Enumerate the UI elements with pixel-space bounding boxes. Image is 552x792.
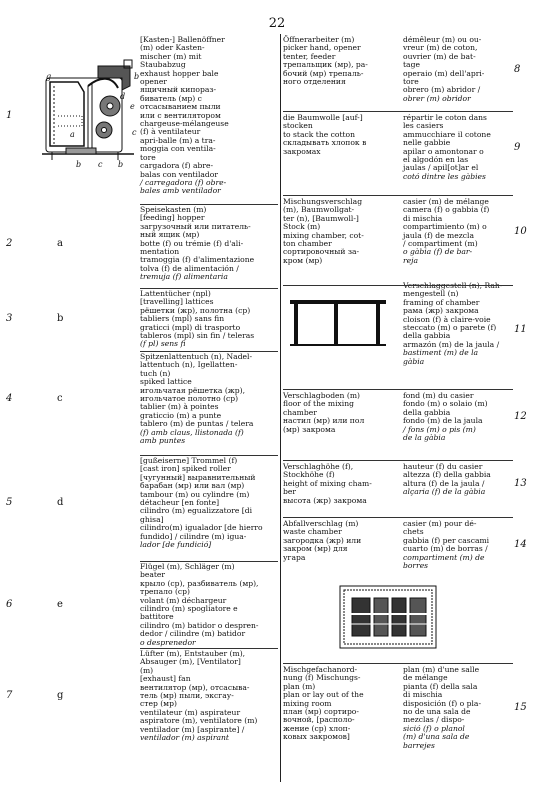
entry-line: (f) à ventilateur — [140, 127, 201, 137]
entry-line: mezclas / dispo- — [403, 715, 465, 725]
entry-line: plan (m) — [283, 681, 316, 691]
entry-line: mixing chamber, cot- — [283, 230, 364, 240]
entry-line: picker hand, opener — [283, 43, 361, 53]
entry-line: détacheur [en fonte] — [140, 498, 220, 508]
figure-label-b-bottom-right: b — [118, 160, 124, 169]
mixing-room-plan-illustration — [338, 584, 438, 650]
entry-line: cargadora (f) abre- — [140, 161, 214, 171]
entry-line: gàbia — [403, 356, 425, 366]
entry-line: ventilador (m) [aspirante] / — [140, 724, 245, 734]
entry-number: 14 — [514, 539, 527, 551]
figure-letter: g — [57, 690, 64, 702]
entry-line: obrero (m) abridor / — [403, 85, 481, 95]
entry-line: (m), Baumwollgat- — [283, 205, 355, 215]
entry-line: disposición (f) o pla- — [403, 698, 482, 708]
figure-label-d: d — [120, 92, 126, 101]
page-number: 22 — [268, 16, 286, 31]
entry-separator — [283, 285, 513, 286]
right-entry-12 — [403, 392, 515, 442]
entry-line: (f pl) sens fi — [140, 339, 186, 349]
entry-line: della gabbia — [403, 331, 451, 341]
figure-label-a: a — [70, 130, 75, 139]
figure-label-g: g — [46, 72, 52, 81]
entry-line: Öffnerarbeiter (m) — [283, 35, 355, 44]
entry-line: mixing room — [283, 698, 332, 708]
entry-separator — [140, 288, 278, 289]
entry-line: ghisa] — [140, 514, 164, 524]
entry-line: загрузочный или питатель- — [140, 221, 251, 231]
entry-line: botte (f) ou trémie (f) d'ali- — [140, 238, 244, 248]
figure-letter: d — [57, 497, 64, 509]
entry-line: della gabbia — [403, 407, 451, 417]
mid-entry-14 — [283, 520, 401, 562]
entry-line: steccato (m) o parete (f) — [403, 323, 497, 333]
entry-line: di mischia — [403, 213, 443, 223]
entry-line: игольчатая рёшетка (жр), — [140, 385, 246, 395]
mid-entry-9 — [283, 114, 401, 156]
entry-line: ammucchiare il cotone — [403, 129, 491, 139]
entry-line: ковых закромов] — [283, 732, 350, 742]
entry-line: (m) d'una sala de — [403, 732, 470, 742]
entry-line: aspiratore (m), ventilatore (m) — [140, 716, 258, 726]
entry-line: fond (m) du casier — [403, 391, 474, 400]
entry-separator — [140, 561, 278, 562]
entry-line: ouvrier (m) de bat- — [403, 51, 476, 61]
entry-number: 7 — [6, 690, 13, 702]
entry-line: / fons (m) o pis (m) — [403, 424, 476, 434]
entry-line: крыло (ср), разбиватель (мр), — [140, 578, 259, 588]
entry-line: balas con ventilador — [140, 169, 218, 179]
entry-line: вочной, [располо- — [283, 715, 355, 725]
entry-line: dedor / cilindre (m) batidor — [140, 629, 246, 639]
entry-line: operaio (m) dell'apri- — [403, 68, 485, 78]
entry-line: graticcio (m) a punte — [140, 410, 222, 420]
entry-line: répartir le coton dans — [403, 113, 487, 122]
entry-line: tremuja (f) alimentaria — [140, 272, 228, 282]
entry-line: игольчатое полотно (ср) — [140, 394, 239, 404]
entry-line: borres — [403, 561, 429, 571]
entry-line: el algodón en las — [403, 155, 469, 165]
entry-number: 5 — [6, 497, 13, 509]
entry-line: tambour (m) ou cylindre (m) — [140, 489, 250, 499]
entry-line: battitore — [140, 612, 174, 622]
entry-line: pianta (f) della sala — [403, 681, 478, 691]
entry-line: cloison (f) à claire-voie — [403, 314, 491, 324]
figure-letter: e — [57, 599, 63, 610]
entry-line: cotó dintre les gàbies — [403, 171, 486, 181]
entry-line: кром (мр) — [283, 255, 323, 265]
entry-line: chets — [403, 527, 424, 537]
entry-line: gabbia (f) per cascami — [403, 535, 490, 545]
entry-separator — [140, 648, 278, 649]
left-entry-6 — [140, 563, 340, 647]
entry-line: биватель (мр) с — [140, 93, 202, 103]
entry-line: [exhaust] fan — [140, 674, 191, 684]
entry-line: no de una sala de — [403, 707, 471, 717]
figure-letter: b — [57, 313, 64, 325]
entry-line: jaula (f) de mezcla — [403, 230, 474, 240]
entry-line: [чугунный] выравнительный — [140, 472, 256, 482]
entry-line: compartimiento (m) o — [403, 222, 487, 232]
entry-line: armazón (m) de la jaula / — [403, 339, 500, 349]
entry-line: Verschlaghöhe (f), — [283, 462, 354, 471]
entry-line: nelle gabbie — [403, 138, 451, 148]
entry-separator — [283, 195, 513, 196]
entry-line: барабан (мр) или вал (мр) — [140, 481, 245, 491]
entry-line: tolva (f) de alimentación / — [140, 263, 239, 273]
entry-line: [Kasten-] Ballenöffner — [140, 35, 225, 44]
entry-line: sició (f) o planol — [403, 723, 465, 733]
entry-line: Stock (m) — [283, 222, 321, 232]
entry-line: plan (m) d'une salle — [403, 665, 480, 674]
entry-line: [cast iron] spiked roller — [140, 464, 231, 474]
entry-line: bales amb ventilador — [140, 186, 221, 196]
entry-line: reja — [403, 255, 419, 265]
entry-line: altezza (f) della gabbia — [403, 470, 491, 480]
entry-line: de la gàbia — [403, 433, 446, 443]
entry-line: stocken — [283, 121, 313, 131]
entry-separator — [283, 460, 513, 461]
entry-number: 12 — [514, 411, 527, 423]
entry-line: ящичный кипораз- — [140, 85, 217, 95]
entry-line: amb puntes — [140, 436, 186, 446]
entry-line: Speisekasten (m) — [140, 205, 207, 214]
entry-line: alçaria (f) de la gàbia — [403, 487, 486, 497]
entry-line: chargeuse-mélangeuse — [140, 119, 229, 129]
entry-line: height of mixing cham- — [283, 478, 372, 488]
entry-number: 10 — [514, 225, 527, 237]
entry-line: tore — [140, 152, 156, 162]
mid-entry-13 — [283, 463, 401, 505]
entry-line: les casiers — [403, 121, 444, 131]
entry-line: barrejes — [403, 740, 435, 750]
entry-line: casier (m) de mélange — [403, 197, 489, 206]
entry-line: graticci (mpl) di trasporto — [140, 322, 241, 332]
entry-line: bastiment (m) de la — [403, 348, 479, 358]
entry-separator — [283, 663, 513, 664]
entry-number: 13 — [514, 478, 527, 489]
entry-line: ton chamber — [283, 239, 332, 249]
entry-line: beater — [140, 570, 166, 580]
entry-separator — [140, 455, 278, 456]
right-entry-13 — [403, 463, 515, 497]
entry-line: cilindro (m) spogliatore e — [140, 604, 238, 614]
entry-line: démêleur (m) ou ou- — [403, 35, 482, 44]
entry-line: настил (мр) или пол — [283, 416, 365, 426]
entry-line: hauteur (f) du casier — [403, 462, 483, 471]
entry-line: ventilateur (m) aspirateur — [140, 707, 241, 717]
entry-line: cilindro(m) igualador [de hierro — [140, 523, 263, 533]
right-entry-11 — [403, 282, 515, 366]
entry-line: ter (n), [Baumwoll-] — [283, 213, 359, 223]
entry-line: (мр) закрома — [283, 424, 336, 434]
entry-line: бочий (мр) трепаль- — [283, 68, 364, 78]
entry-line: жение (ср) хлоп- — [283, 723, 351, 733]
entry-line: nung (f) Mischungs- — [283, 673, 361, 683]
entry-line: lador [de fundició] — [140, 540, 212, 550]
right-entry-8 — [403, 36, 515, 103]
entry-line: / compartiment (m) — [403, 239, 478, 249]
entry-line: plan or lay out of the — [283, 690, 364, 700]
entry-line: apri-balle (m) a tra- — [140, 135, 216, 145]
entry-line: высота (жр) закрома — [283, 495, 367, 505]
entry-line: закром (мр) для — [283, 544, 348, 554]
entry-number: 15 — [514, 702, 527, 713]
entry-line: tabliers (mpl) sans fin — [140, 314, 225, 324]
entry-number: 1 — [6, 109, 13, 121]
entry-line: cilindro (m) batidor o despren- — [140, 620, 259, 630]
mid-entry-10 — [283, 198, 401, 265]
entry-line: moggia con ventila- — [140, 144, 216, 154]
entry-line: стер (мр) — [140, 699, 177, 709]
entry-line: volant (m) déchargeur — [140, 595, 227, 605]
entry-line: сортировочный за- — [283, 247, 360, 257]
entry-line: tage — [403, 60, 420, 70]
entry-line: Mischgefachanord- — [283, 665, 358, 674]
entry-line: отсасыванием пыли — [140, 102, 221, 112]
entry-line: die Baumwolle [auf-] — [283, 113, 363, 122]
figure-letter: c — [57, 393, 63, 405]
entry-line: ber — [283, 487, 296, 497]
entry-number: 2 — [6, 237, 13, 249]
figure-label-e: e — [130, 102, 135, 111]
figure-label-b-bottom: b — [76, 160, 82, 169]
entry-line: mengestell (n) — [403, 289, 459, 299]
entry-line: закромах — [283, 146, 321, 156]
entry-line: compartiment (m) de — [403, 552, 485, 562]
entry-line: cuarto (m) de borras / — [403, 544, 488, 554]
entry-line: casier (m) pour dé- — [403, 519, 477, 528]
entry-line: складывать хлопок в — [283, 138, 367, 148]
entry-line: Stockhöhe (f) — [283, 470, 335, 480]
entry-line: exhaust hopper bale — [140, 68, 219, 78]
entry-line: tuch (n) — [140, 368, 171, 378]
entry-line: трепало (ср) — [140, 587, 190, 597]
entry-line: altura (f) de la jaula / — [403, 478, 485, 488]
entry-line: o desprenedor — [140, 637, 196, 647]
entry-line: ный ящик (мр) — [140, 230, 200, 240]
entry-line: Verschlagboden (m) — [283, 391, 360, 400]
entry-number: 3 — [6, 313, 13, 325]
entry-line: (f) amb claus, llistonada (f) — [140, 427, 244, 437]
entry-number: 8 — [514, 63, 521, 75]
left-entry-3 — [140, 290, 340, 349]
entry-line: загородка (жр) или — [283, 535, 362, 545]
entry-line: o gàbia (f) de bar- — [403, 247, 473, 257]
entry-number: 9 — [514, 141, 521, 153]
mid-entry-15 — [283, 666, 401, 742]
hopper-bale-opener-illustration — [38, 56, 140, 168]
entry-line: Flügel (m), Schläger (m) — [140, 562, 235, 571]
right-entry-14 — [403, 520, 515, 570]
mid-entry-12 — [283, 392, 401, 434]
figure-letter: a — [57, 237, 63, 249]
entry-line: vreur (m) de coton, — [403, 43, 478, 53]
entry-line: mentation — [140, 247, 180, 257]
entry-line: jaulas / apil[ot]ar el — [403, 163, 479, 173]
entry-line: tablier (m) à pointes — [140, 402, 219, 412]
entry-line: opener — [140, 77, 167, 87]
entry-number: 6 — [6, 599, 13, 610]
entry-line: floor of the mixing — [283, 399, 354, 409]
entry-line: тель (мр) пыли, эксгау- — [140, 691, 234, 701]
entry-line: fondo (m) o solaio (m) — [403, 399, 488, 409]
entry-line: Mischungsverschlag — [283, 197, 363, 206]
entry-line: ventilador (m) aspirant — [140, 733, 229, 743]
entry-line: Absauger (m), [Ventilator] — [140, 657, 241, 667]
entry-line: framing of chamber — [403, 297, 480, 307]
entry-line: [feeding] hopper — [140, 213, 205, 223]
entry-line: план (мр) сортиро- — [283, 707, 359, 717]
entry-separator — [140, 204, 278, 205]
entry-line: трепальщик (мр), ра- — [283, 60, 368, 70]
entry-line: waste chamber — [283, 527, 342, 537]
mid-entry-8 — [283, 36, 401, 86]
entry-line: вентилятор (мр), отсасыва- — [140, 682, 250, 692]
entry-separator — [283, 517, 513, 518]
entry-line: угара — [283, 552, 306, 562]
entry-line: chamber — [283, 407, 317, 417]
entry-line: [travelling] lattices — [140, 297, 214, 307]
figure-label-c: c — [132, 128, 137, 137]
entry-line: рёшетки (жр), полотна (ср) — [140, 305, 251, 315]
right-entry-15 — [403, 666, 515, 750]
right-entry-10 — [403, 198, 515, 265]
entry-line: fondo (m) de la jaula — [403, 416, 483, 426]
entry-line: (m) oder Kasten- — [140, 43, 205, 53]
entry-line: mischer (m) mit — [140, 51, 202, 61]
entry-separator — [283, 111, 513, 112]
entry-line: lattentuch (n), Igellatten- — [140, 360, 238, 370]
entry-separator — [140, 351, 278, 352]
entry-line: de mélange — [403, 673, 448, 683]
entry-line: tore — [403, 77, 419, 87]
entry-line: spiked lattice — [140, 377, 192, 387]
entry-line: (m) — [140, 665, 154, 675]
entry-number: 4 — [6, 393, 13, 405]
entry-line: di mischia — [403, 690, 443, 700]
entry-line: obrer (m) obridor — [403, 93, 471, 103]
entry-line: Spitzenlattentuch (n), Nadel- — [140, 352, 253, 361]
entry-line: Lattentücher (npl) — [140, 289, 211, 298]
entry-separator — [283, 389, 513, 390]
entry-line: tablero (m) de puntas / telera — [140, 419, 254, 429]
right-entry-9 — [403, 114, 515, 181]
entry-line: или с вентилятором — [140, 110, 221, 120]
figure-label-b-top: b — [134, 72, 140, 81]
entry-line: / carregadora (f) obre- — [140, 177, 227, 187]
entry-line: cilindro (m) egualizzatore [di — [140, 506, 253, 516]
entry-line: to stack the cotton — [283, 129, 356, 139]
entry-line: ного отделения — [283, 77, 346, 87]
entry-line: fundido] / cilindre (m) igua- — [140, 531, 247, 541]
entry-line: [gußeiserne] Trommel (f) — [140, 456, 238, 465]
entry-line: tramoggia (f) d'alimentazione — [140, 255, 255, 265]
entry-line: camera (f) o gabbia (f) — [403, 205, 490, 215]
entry-line: tableros (mpl) sin fin / teleras — [140, 331, 255, 341]
figure-label-c-bottom: c — [98, 160, 103, 169]
entry-line: apilar o amontonar o — [403, 146, 484, 156]
entry-line: tenter, feeder — [283, 51, 336, 61]
entry-line: Lüfter (m), Entstauber (m), — [140, 649, 246, 658]
entry-number: 11 — [514, 324, 527, 335]
entry-line: рама (жр) закрома — [403, 306, 479, 316]
entry-line: Staubabzug — [140, 60, 186, 70]
entry-line: Abfallverschlag (m) — [283, 519, 359, 528]
